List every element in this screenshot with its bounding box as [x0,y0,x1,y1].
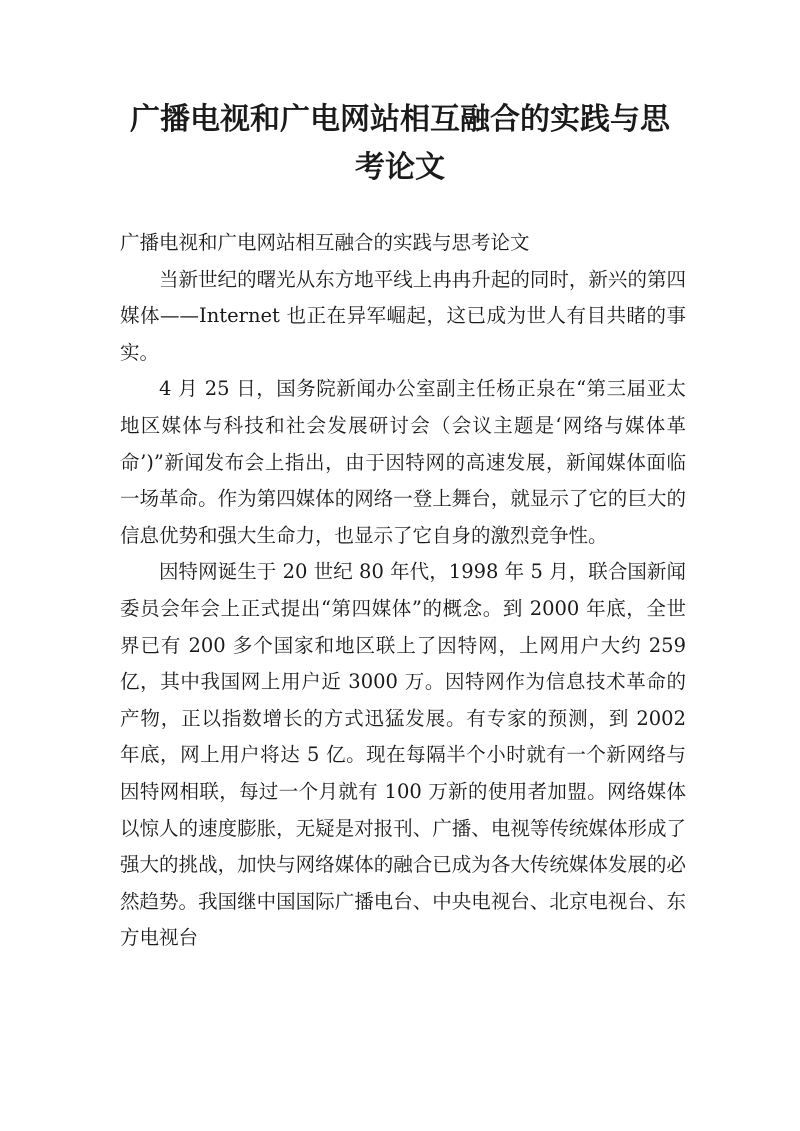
paragraph-2: 4 月 25 日，国务院新闻办公室副主任杨正泉在“第三届亚太地区媒体与科技和社会发展研讨会（会议主题是‘网络与媒体革命’)”新闻发布会上指出，由于因特网的高速发展，新闻媒体面临一场革命。作为第四媒体的网络一登上舞台，就显示了它的巨大的信息优势和强大生命力，也显示了它自身的激烈竞争性。 [120,377,686,547]
paragraph-1: 当新世纪的曙光从东方地平线上冉冉升起的同时，新兴的第四媒体——Internet 也正在异军崛起，这已成为世人有目共睹的事实。 [120,267,686,364]
title-line-2: 考论文 [355,150,445,185]
document-body [120,225,686,957]
title-line-1: 广播电视和广电网站相互融合的实践与思 [130,102,670,137]
document-title [100,96,700,192]
document-subtitle: 广播电视和广电网站相互融合的实践与思考论文 [120,231,530,254]
paragraph-3: 因特网诞生于 20 世纪 80 年代，1998 年 5 月，联合国新闻委员会年会上正式提出“第四媒体”的概念。到 2000 年底，全世界已有 200 多个国家和地区联上了因特网，上网用户大约 259 亿，其中我国网上用户近 3000 万。因特网作为信息技术革命的产物，正以指数增长的方式迅猛发展。有专家的预测，到 2002 年底，网上用户将达 5 亿。现在每隔半个小时就有一个新网络与因特网相联，每过一个月就有 100 万新的使用者加盟。网络媒体以惊人的速度膨胀，无疑是对报刊、广播、电视等传统媒体形成了强大的挑战，加快与网络媒体的融合已成为各大传统媒体发展的必然趋势。我国继中国国际广播电台、中央电视台、北京电视台、东方电视台 [120,560,686,950]
